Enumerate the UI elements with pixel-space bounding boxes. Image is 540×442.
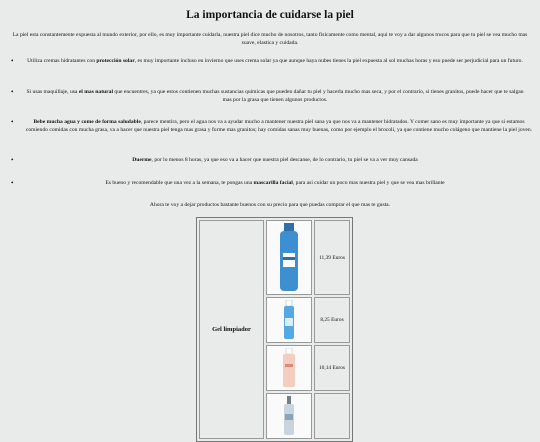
tip-water-food [11, 118, 536, 134]
product-image[interactable] [266, 393, 312, 439]
tip-text: , es muy importante incluso en invierno que uses crema solar ya que aunque haya nubes tienes la piel expuesta al sol muchas horas y eso puede ser perjudicial para un futuro. [134, 58, 523, 64]
page-title: La importancia de cuidarse la piel [186, 9, 354, 21]
products-intro: Ahora te voy a dejar productos bastante buenos con su precio para que puedas comprar el que mas te gusta. [149, 202, 391, 208]
tip-text: Es bueno y recomendable que una vez a la semana, te pongas una [105, 180, 254, 186]
tip-text: , por lo menos 8 horas, ya que eso va a hacer que nuestra piel descanse, de lo contrario, tu piel se va a ver muy cansada [151, 157, 418, 163]
tip-highlight: Bebe mucha agua y come de forma saludable [33, 119, 141, 125]
tip-highlight: mascarilla facial [253, 180, 293, 186]
blue-gel-bottle-icon [283, 300, 295, 340]
product-image[interactable] [266, 220, 312, 295]
bullet-icon: • [11, 179, 14, 187]
price-cell: 8,25 Euros [314, 297, 350, 343]
tip-highlight: el mas natural [78, 89, 113, 95]
tip-text: Utiliza cremas hidratantes con [27, 58, 97, 64]
tip-text: , parece mentira, pero el agua nos va a ayudar mucho a mantener nuestra piel sana ya que nos va a mantener hidratados. Y comer sano es muy importante ya que si estamos comiendo comidas con mucha grasa, va a hacer que nuestra piel tenga mas grasa y forme mas granitos; hay comidas sanas muy buenas, como por ejemplo el brocoli, ya que contiene mucho colágeno que mantiene la piel joven. [25, 119, 533, 133]
price-cell: 11,39 Euros [314, 220, 350, 295]
tip-text: , para asi cuidar un poco mas nuestra piel y que se vea mas brillante [292, 180, 445, 186]
tip-face-mask [11, 179, 528, 187]
bullet-icon: • [11, 88, 14, 96]
product-image[interactable] [266, 297, 312, 343]
tip-sleep [11, 156, 528, 164]
product-image[interactable] [266, 345, 312, 391]
tip-text: que encuentres, ya que estos contienen muchas sustancias quimicas que pueden dañar tu piel y hacerla mucho mas seca, y por el contrario, si tienes granitos, puede hacer que te salgan mas por la grasa que tienen algunos productos. [113, 89, 524, 103]
tip-makeup [11, 88, 528, 104]
table-row [199, 220, 350, 295]
bullet-icon: • [11, 57, 14, 65]
bullet-icon: • [11, 156, 14, 164]
tip-highlight: Duerme [132, 157, 152, 163]
tip-sun-protection [11, 57, 528, 65]
pink-cleanser-bottle-icon [282, 348, 296, 388]
tip-text: Si usas maquillaje, usa [26, 89, 79, 95]
price-cell [314, 393, 350, 439]
pump-bottle-icon [283, 396, 295, 436]
intro-paragraph: La piel esta constantemente expuesta al mundo exterior, por ello, es muy importante cuidarla, nuestra piel dice mucho de nosotros, tanto fisicamente como mental, aqui te voy a dar algunos trucos para que tu piel se vea mucho mas suave, elastica y cuidada. [12, 32, 528, 46]
blue-cleanser-bottle-icon [278, 223, 300, 293]
bullet-icon: • [11, 118, 14, 126]
price-cell: 10,14 Euros [314, 345, 350, 391]
category-cell: Gel limpiador [199, 220, 264, 439]
products-table [196, 217, 353, 442]
tip-highlight: protección solar [96, 58, 135, 64]
